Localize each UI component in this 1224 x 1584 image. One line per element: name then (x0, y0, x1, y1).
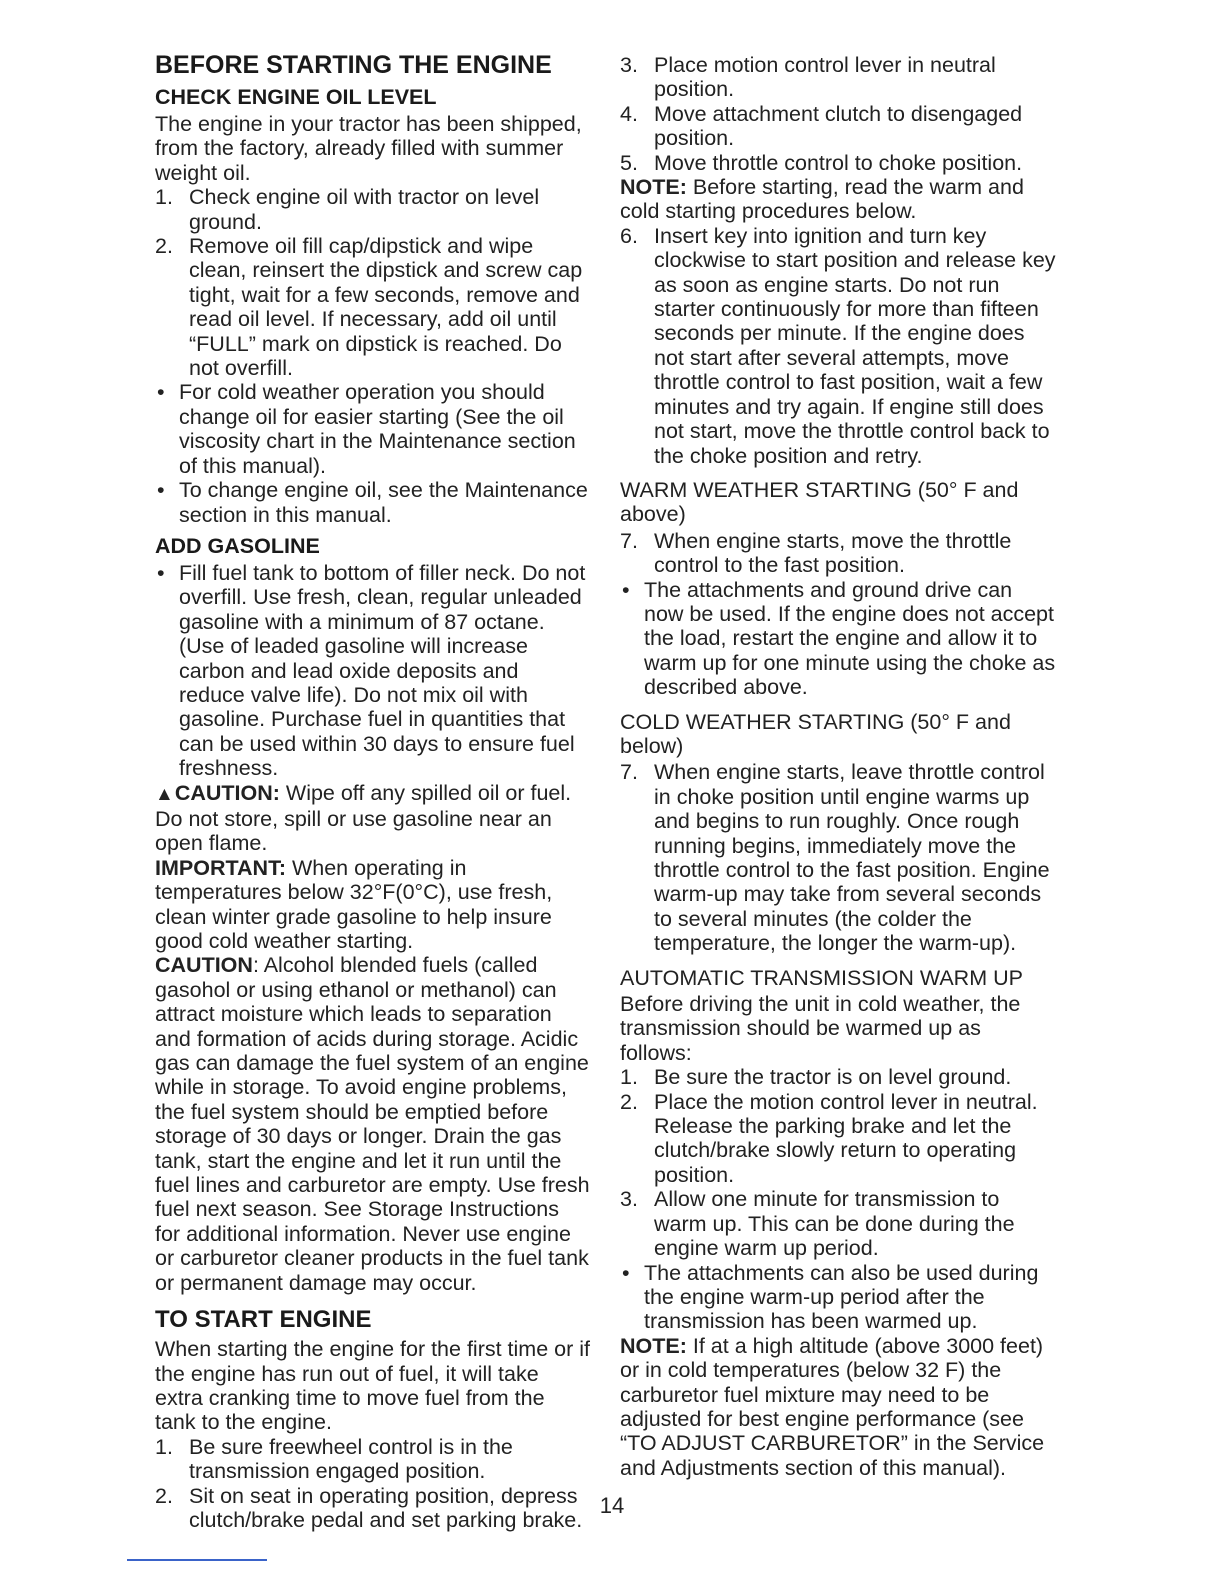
left-column (155, 50, 590, 1532)
caution-text: Wipe off any spilled oil or fuel. Do not store, spill or use gasoline near an open flame. (155, 780, 572, 856)
list-item (620, 102, 1057, 151)
item-text: Allow one minute for transmission to warm up. This can be done during the engine warm up period. (654, 1187, 1015, 1261)
list-item (620, 1090, 1057, 1188)
oil-intro: The engine in your tractor has been shipped, from the factory, already filled with summer weight oil. (155, 112, 582, 185)
item-number: 3. (620, 1187, 638, 1212)
item-text: Insert key into ignition and turn key clockwise to start position and release key as soon as engine starts. Do not run starter continuously for more than fifteen seconds per minute. If the engine does not start after several attempts, move throttle control to fast position, wait a few minutes and try again. If engine still does not start, move the throttle control back to the choke position and retry. (654, 223, 1056, 468)
bullet-item (155, 561, 590, 781)
list-item (155, 1435, 590, 1484)
item-text: Place motion control lever in neutral position. (654, 53, 996, 102)
bullet-item (620, 1261, 1057, 1334)
item-number: 1. (155, 185, 173, 210)
caution-label: CAUTION: (174, 780, 280, 805)
page-title: BEFORE STARTING THE ENGINE (155, 51, 552, 79)
item-text: Sit on seat in operating position, depress clutch/brake pedal and set parking brake. (189, 1483, 583, 1532)
transmission-intro: Before driving the unit in cold weather, the transmission should be warmed up as follows: (620, 992, 1021, 1065)
bullet-dot-icon: • (622, 1260, 630, 1285)
note-text: Before starting, read the warm and cold starting procedures below. (620, 175, 1024, 224)
bullet-dot-icon: • (157, 478, 165, 503)
section-heading-start: TO START ENGINE (155, 1306, 372, 1334)
list-item (620, 1065, 1057, 1089)
note-text: If at a high altitude (above 3000 feet) or in cold temperatures (below 32 F) the carburetor fuel mixture may need to be adjusted for best engine performance (see “TO ADJUST CARBURETOR” in the Service and Adjustments section of this manual). (620, 1333, 1045, 1480)
item-text: Check engine oil with tractor on level ground. (189, 185, 540, 234)
item-text: Remove oil fill cap/dipstick and wipe clean, reinsert the dipstick and screw cap tight, wait for a few seconds, remove and read oil level. If necessary, add oil until “FULL” mark on dipstick is reached. Do not overfill. (189, 234, 583, 381)
caution-alcohol-paragraph (155, 953, 590, 1295)
list-item (155, 185, 590, 234)
list-item (620, 151, 1057, 175)
caution-paragraph (155, 781, 590, 856)
item-number: 7. (620, 760, 638, 785)
note-paragraph (620, 1334, 1057, 1480)
transmission-heading: AUTOMATIC TRANSMISSION WARM UP (620, 965, 1023, 990)
section-heading-oil: CHECK ENGINE OIL LEVEL (155, 85, 437, 109)
item-text: Be sure freewheel control is in the transmission engaged position. (189, 1434, 513, 1484)
bullet-dot-icon: • (157, 380, 165, 405)
list-item (620, 1187, 1057, 1260)
note-label: NOTE: (620, 1333, 687, 1358)
item-text: When engine starts, leave throttle control in choke position until engine warms up and begins to run roughly. Once rough running begins, immediately move the throttle control to the fast position. Engine warm-up may take from several seconds to several minutes (the colder the temperature, the longer the warm-up). (654, 760, 1050, 956)
item-number: 6. (620, 223, 638, 248)
note-paragraph (620, 175, 1057, 224)
note-label: NOTE: (620, 175, 687, 200)
important-paragraph (155, 856, 590, 954)
list-item (620, 529, 1057, 578)
bullet-dot-icon: • (622, 577, 630, 602)
bullet-text: The attachments can also be used during the engine warm-up period after the transmission has been warmed up. (644, 1260, 1039, 1334)
item-number: 2. (155, 1483, 173, 1508)
bullet-text: Fill fuel tank to bottom of filler neck. Do not overfill. Use fresh, clean, regular unleaded gasoline with a minimum of 87 octane. (Use of leaded gasoline will increase carbon and lead oxide deposits and reduce valve life). Do not mix oil with gasoline. Purchase fuel in quantities that can be used within 30 days to ensure fuel freshness. (179, 560, 586, 781)
footer-divider (127, 1559, 267, 1561)
bullet-text: To change engine oil, see the Maintenance section in this manual. (179, 478, 588, 527)
bullet-item (620, 578, 1057, 700)
page-number: 14 (599, 1493, 625, 1518)
item-number: 2. (620, 1089, 638, 1114)
list-item (155, 234, 590, 380)
caution-text: : Alcohol blended fuels (called gasohol or using ethanol or methanol) can attract moisture which leads to separation and formation of acids during storage. Acidic gas can damage the fuel system of an engine while in storage. To avoid engine problems, the fuel system should be emptied before storage of 30 days or longer. Drain the gas tank, start the engine and let it run until the fuel lines and carburetor are empty. Use fresh fuel next season. See Storage Instructions for additional information. Never use engine or carburetor cleaner products in the fuel tank or permanent damage may occur. (155, 953, 590, 1295)
item-text: Be sure the tractor is on level ground. (654, 1065, 1012, 1090)
item-text: When engine starts, move the throttle control to the fast position. (654, 528, 1012, 578)
item-text: Place the motion control lever in neutral. Release the parking brake and let the clutch/brake slowly return to operating position. (654, 1089, 1038, 1187)
item-number: 1. (620, 1065, 638, 1090)
important-label: IMPORTANT: (155, 855, 286, 880)
warning-triangle-icon: ▲ (155, 783, 174, 805)
start-intro: When starting the engine for the first time or if the engine has run out of fuel, it will take extra cranking time to move fuel from the tank to the engine. (155, 1337, 590, 1435)
list-item (620, 53, 1057, 102)
item-number: 1. (155, 1434, 173, 1459)
bullet-dot-icon: • (157, 560, 165, 585)
bullet-text: The attachments and ground drive can now be used. If the engine does not accept the load, restart the engine and allow it to warm up for one minute using the choke as described above. (644, 577, 1056, 700)
cold-weather-heading: COLD WEATHER STARTING (50° F and below) (620, 709, 1011, 758)
bullet-item (155, 478, 590, 527)
item-number: 7. (620, 528, 638, 553)
bullet-item (155, 380, 590, 478)
right-column (620, 53, 1057, 1480)
item-number: 5. (620, 150, 638, 175)
item-text: Move throttle control to choke position. (654, 150, 1023, 175)
bullet-text: For cold weather operation you should change oil for easier starting (See the oil viscosity chart in the Maintenance section of this manual). (179, 380, 576, 478)
item-number: 4. (620, 101, 638, 126)
item-number: 3. (620, 53, 638, 77)
section-heading-gasoline: ADD GASOLINE (155, 533, 320, 558)
caution-label: CAUTION (155, 953, 253, 978)
item-text: Move attachment clutch to disengaged position. (654, 101, 1023, 151)
list-item (620, 760, 1057, 955)
important-text: When operating in temperatures below 32°F(0°C), use fresh, clean winter grade gasoline to help insure good cold weather starting. (155, 855, 553, 953)
warm-weather-heading: WARM WEATHER STARTING (50° F and above) (620, 477, 1019, 527)
item-number: 2. (155, 234, 173, 259)
list-item (620, 224, 1057, 468)
